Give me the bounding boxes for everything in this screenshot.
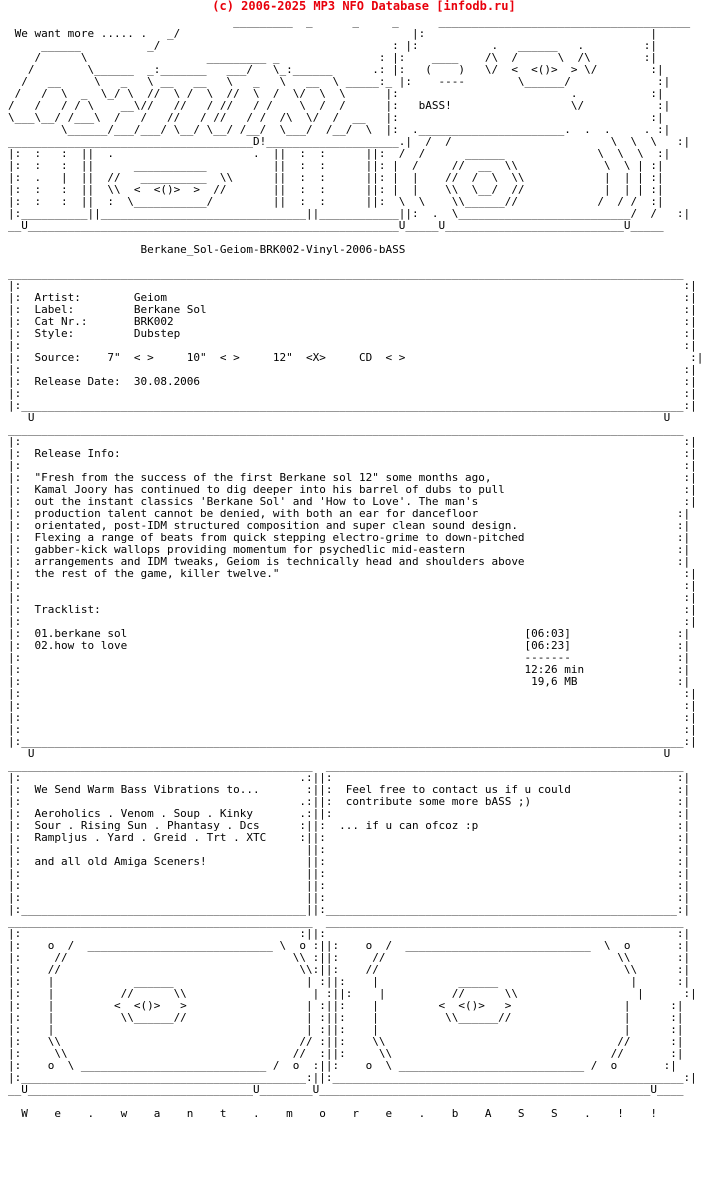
nfo-ascii-document: _________ _ _ _ ______________________________________ We want more ..... . _/ |: | ______ _/ : |: . ______ . :| / \ _________ _ : |: ____ /\ / \ /\ :| / \______ _:_______ ___/ \_:______ .: |: ( ) \/ < <()> > \/ :| / __ \ _ \ __ __ \ _ \ __ \ _____:_ |: ---- \______/ :| / / \ _ \_/ \ // \ / \ // \ / \/ \ \ |: . :| / / / / \ __\// // / // / / \ / / |: bASS! \/ :| \___\__/ /___\ / / // / // / / /\ \/ / __ |: :| \______/___/___/ \__/ \__/ /__/ \___/ /__/ \ |: .______________________. . . . :| _____________________________________D!____________________.| / / \ \ \ :| |: : : || . . || : : ||: / / ______ \ \ \ :| |: : : || ___________ || : : ||: | / // __ \\ \ \ | :| |: . | || // __________ \\ || : : ||: | | // / \ \\ | | | :| |: : : || \\ < <()> > // || : : ||: | | \\ \__/ // | | | :| |: : : || : \___________/ || : : ||: \ \ \\______// / / / :| |:__________||_______________________________||____________||: . \__________________________/ / :| __U________________________________________________________U_____U___________________________U_____ Berkane_Sol-Geiom-BRK002-Vinyl-2006-bASS ______________________________________________________________________________________________________ |: :| |: Artist: Geiom :| |: Label: Berkane Sol :| |: Cat Nr.: BRK002 :| |: Style: Dubstep :| |: :| |: Source: 7" < > 10" < > 12" <X> CD < > :| |: :| |: Release Date: 30.08.2006 :| |: :| |:____________________________________________________________________________________________________:| U U ______________________________________________________________________________________________________ |: :| |: Release Info: :| |: :| |: "Fresh from the success of the first Berkane sol 12" some months ago, :| |: Kamal Joory has continued to dig deeper into his barrel of dubs to pull :| |: out the instant classics 'Berkane Sol' and 'How to Love'. The man's :| |: production talent cannot be denied, with both an ear for dancefloor :| |: orientated, post-IDM structured composition and super clean sound design. :| |: Flexing a range of beats from quick stepping electro-grime to down-pitched :| |: gabber-kick wallops providing momentum for psychedlic mid-eastern :| |: arrangements and IDM tweaks, Geiom is technically head and shoulders above :| |: the rest of the game, killer twelve." :| |: :| |: :| |: Tracklist: :| |: :| |: 01.berkane sol [06:03] :| |: 02.how to love [06:23] :| |: ------- :| |: 12:26 min :| |: 19,6 MB :| |: :| |: :| |: :| |: :| |:____________________________________________________________________________________________________:| U U ______________________________________________ ______________________________________________________ |: .:||: :| |: We Send Warm Bass Vibrations to... :||: Feel free to contact us if u could :| |: .:||: contribute some more bASS ;) :| |: Aeroholics . Venom . Soup . Kinky .:||: :| |: Sour . Rising Sun . Phantasy . Dcs :||: ... if u can ofcoz :p :| |: Rampljus . Yard . Greid . Trt . XTC :||: :| |: ||: :| |: and all old Amiga Sceners! ||: :| |: ||: :| |: ||: :| |: ||: :| |:___________________________________________||:_____________________________________________________:| ______________________________________________ ______________________________________________________ |: :||: :| |: o / ____________________________ \ o :||: o / ____________________________ \ o :| |: // \\ :||: // \\ :| |: // \\:||: // \\ :| |: | ______ | :||: | ______ | :| |: | // \\ | :||: | // \\ | :| |: | < <()> > | :||: | < <()> > | :| |: | \\______// | :||: | \\______// | :| |: | | :||: | | :| |: \\ // :||: \\ // :| |: \\ // :||: \\ // :| |: o \ ____________________________ / o :||: o \ ____________________________ / o :| |:___________________________________________:||:_____________________________________________________:| __U__________________________________U________U__________________________________________________U____ W e . w a n t . m o r e . b A S S . ! ! — [8, 15, 704, 1120]
nfo-database-credit: (c) 2006-2025 MP3 NFO Database [infodb.ru] — [212, 0, 516, 13]
